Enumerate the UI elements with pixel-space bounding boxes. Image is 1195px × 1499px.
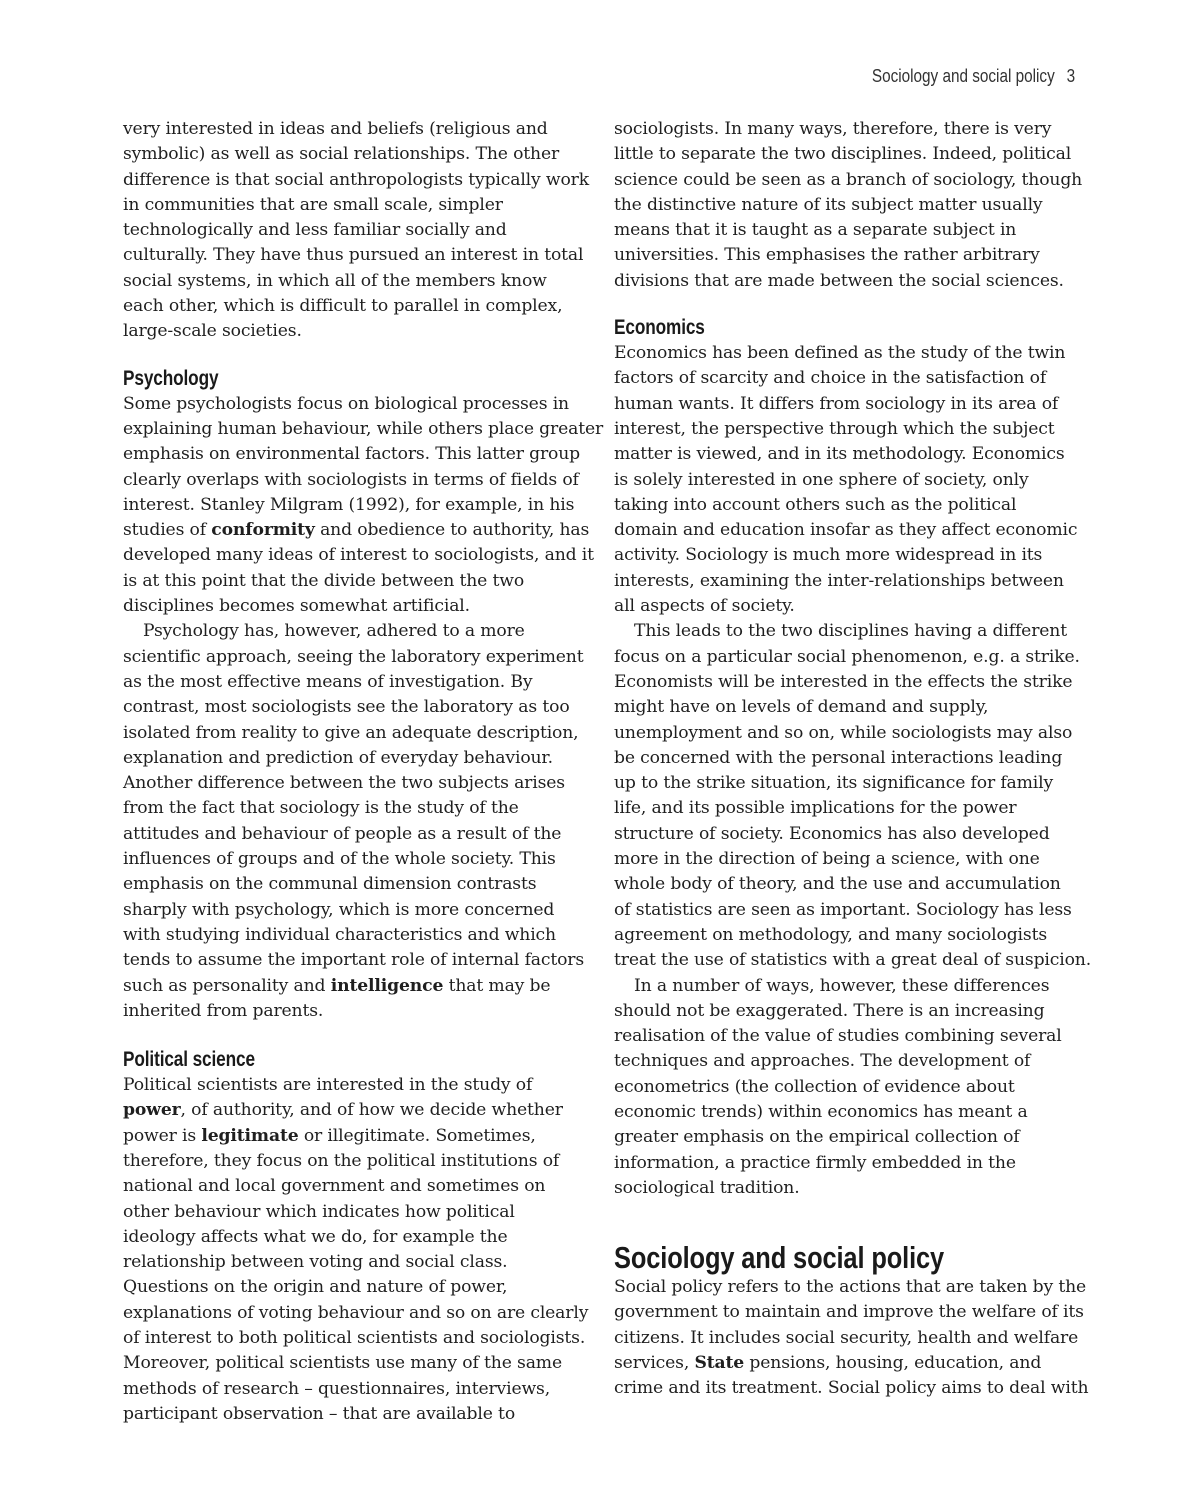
keyword-intelligence: intelligence [330, 975, 444, 996]
text-line: attitudes and behaviour of people as a result of the [123, 823, 562, 844]
text-line: economic trends) within economics has meant a [614, 1101, 1028, 1122]
text-line: in communities that are small scale, simpler [123, 194, 503, 215]
text-line: interest. Stanley Milgram (1992), for example, in his [123, 494, 575, 515]
text-line: greater emphasis on the empirical collection of [614, 1127, 1020, 1148]
economics-paragraph-1 [614, 341, 1076, 619]
text-line: econometrics (the collection of evidence about [614, 1076, 1015, 1097]
page-number: 3 [1066, 66, 1075, 86]
text-line: crime and its treatment. Social policy aims to deal with [614, 1378, 1089, 1399]
text-line: of interest to both political scientists and sociologists. [123, 1328, 586, 1349]
text-run: such as personality and [123, 975, 331, 996]
psychology-paragraph-1 [123, 392, 604, 620]
political-science-heading: Political science [123, 1048, 255, 1072]
text-line: developed many ideas of interest to sociologists, and it [123, 545, 594, 566]
text-line: In a number of ways, however, these differences [634, 975, 1050, 996]
text-line [123, 974, 585, 999]
text-line: government to maintain and improve the welfare of its [614, 1302, 1084, 1323]
text-line: techniques and approaches. The development of [614, 1051, 1031, 1072]
political-science-continuation [614, 117, 1083, 294]
text-line: explanation and prediction of everyday behaviour. [123, 747, 553, 768]
text-line: Social policy refers to the actions that are taken by the [614, 1277, 1087, 1298]
text-line [123, 1124, 585, 1149]
text-line: all aspects of society. [614, 596, 795, 617]
text-line: interests, examining the inter-relationships between [614, 570, 1064, 591]
text-line: This leads to the two disciplines having a different [634, 621, 1067, 642]
text-line: participant observation – that are available to [123, 1403, 516, 1424]
text-line: influences of groups and of the whole society. This [123, 849, 556, 870]
text-line: up to the strike situation, its significance for family [614, 773, 1054, 794]
text-line: culturally. They have thus pursued an interest in total [123, 245, 584, 266]
text-line: life, and its possible implications for the power [614, 798, 1017, 819]
text-line: emphasis on the communal dimension contrasts [123, 874, 537, 895]
text-line: whole body of theory, and the use and accumulation [614, 874, 1061, 895]
economics-heading: Economics [614, 316, 705, 340]
text-run: services, [614, 1353, 695, 1374]
text-line: as the most effective means of investigation. By [123, 671, 533, 692]
text-line: Moreover, political scientists use many of the same [123, 1353, 562, 1374]
text-run: and obedience to authority, has [314, 520, 590, 541]
running-header [872, 66, 1075, 87]
text-line: is solely interested in one sphere of society, only [614, 469, 1029, 490]
text-line: sociological tradition. [614, 1177, 800, 1198]
text-line: difference is that social anthropologists typically work [123, 169, 589, 190]
economics-paragraph-3 [614, 974, 1076, 1202]
text-line: science could be seen as a branch of sociology, though [614, 169, 1083, 190]
text-line: matter is viewed, and in its methodology. Economics [614, 444, 1065, 465]
text-line: clearly overlaps with sociologists in terms of fields of [123, 469, 579, 490]
text-line: Another difference between the two subjects arises [123, 773, 565, 794]
text-line: domain and education insofar as they affect economic [614, 520, 1078, 541]
text-line: explaining human behaviour, while others place greater [123, 418, 604, 439]
text-line: contrast, most sociologists see the laboratory as too [123, 697, 570, 718]
text-line: treat the use of statistics with a great deal of suspicion. [614, 950, 1092, 971]
text-line: sharply with psychology, which is more concerned [123, 899, 555, 920]
social-policy-paragraph [614, 1275, 1089, 1401]
text-run: studies of [123, 520, 212, 541]
text-line: with studying individual characteristics and which [123, 924, 556, 945]
political-science-paragraph [123, 1073, 589, 1427]
text-line: structure of society. Economics has also developed [614, 823, 1050, 844]
text-line: sociologists. In many ways, therefore, there is very [614, 119, 1052, 139]
text-line [123, 1098, 585, 1123]
text-line: the distinctive nature of its subject matter usually [614, 194, 1043, 215]
text-line: Psychology has, however, adhered to a more [143, 621, 525, 642]
text-line: more in the direction of being a science, with one [614, 849, 1040, 870]
text-line: of statistics are seen as important. Sociology has less [614, 899, 1072, 920]
section-heading: Sociology and social policy [614, 1240, 945, 1276]
text-line: Questions on the origin and nature of power, [123, 1277, 508, 1298]
text-line: explanations of voting behaviour and so on are clearly [123, 1302, 589, 1323]
text-line: emphasis on environmental factors. This latter group [123, 444, 581, 465]
text-line: universities. This emphasises the rather arbitrary [614, 245, 1040, 266]
text-line: be concerned with the personal interactions leading [614, 747, 1063, 768]
text-line: Some psychologists focus on biological processes in [123, 393, 569, 414]
anthropology-paragraph [123, 117, 589, 345]
text-line: realisation of the value of studies combining several [614, 1026, 1062, 1047]
text-line: factors of scarcity and choice in the satisfaction of [614, 368, 1047, 389]
text-line: each other, which is difficult to parallel in complex, [123, 296, 563, 317]
text-line: might have on levels of demand and supply, [614, 697, 989, 718]
keyword-legitimate: legitimate [201, 1125, 299, 1146]
text-line: methods of research – questionnaires, interviews, [123, 1378, 551, 1399]
text-line: ideology affects what we do, for example the [123, 1226, 508, 1247]
text-line [123, 518, 590, 543]
text-line: divisions that are made between the social sciences. [614, 270, 1064, 291]
text-line: interest, the perspective through which the subject [614, 418, 1055, 439]
economics-paragraph-2 [614, 619, 1092, 973]
text-run: , of authority, and of how we decide whether [180, 1100, 563, 1121]
left-column [123, 117, 604, 1427]
text-line [614, 1351, 1076, 1376]
text-line: scientific approach, seeing the laboratory experiment [123, 646, 584, 667]
text-line: taking into account others such as the political [614, 494, 1017, 515]
text-line: disciplines becomes somewhat artificial. [123, 596, 470, 617]
psychology-paragraph-2 [123, 619, 585, 1024]
keyword-state: State [694, 1353, 745, 1374]
text-run: that may be [443, 975, 551, 996]
text-line: citizens. It includes social security, health and welfare [614, 1327, 1079, 1348]
text-line: focus on a particular social phenomenon, e.g. a strike. [614, 646, 1080, 667]
text-run: power is [123, 1125, 202, 1146]
text-line: is at this point that the divide between the two [123, 570, 525, 591]
text-line: little to separate the two disciplines. Indeed, political [614, 144, 1072, 165]
text-run: or illegitimate. Sometimes, [298, 1125, 536, 1146]
text-line: activity. Sociology is much more widespread in its [614, 545, 1043, 566]
psychology-heading: Psychology [123, 366, 219, 390]
text-line: should not be exaggerated. There is an increasing [614, 1000, 1045, 1021]
keyword-power: power [123, 1100, 181, 1121]
text-line: national and local government and sometimes on [123, 1176, 546, 1197]
running-header-title: Sociology and social policy [871, 66, 1055, 86]
text-line: Economists will be interested in the effects the strike [614, 671, 1073, 692]
text-line: relationship between voting and social class. [123, 1252, 508, 1273]
right-column [614, 117, 1092, 1402]
keyword-conformity: conformity [211, 520, 315, 541]
text-line: technologically and less familiar socially and [123, 220, 507, 241]
text-line: agreement on methodology, and many sociologists [614, 924, 1047, 945]
text-line: unemployment and so on, while sociologists may also [614, 722, 1073, 743]
text-line: inherited from parents. [123, 1000, 324, 1021]
text-line: Political scientists are interested in the study of [123, 1075, 533, 1096]
text-line: isolated from reality to give an adequate description, [123, 722, 579, 743]
text-run: pensions, housing, education, and [744, 1353, 1042, 1374]
text-line: tends to assume the important role of internal factors [123, 950, 585, 971]
text-line: large-scale societies. [123, 321, 302, 342]
text-line: Economics has been defined as the study of the twin [614, 343, 1066, 364]
text-line: means that it is taught as a separate subject in [614, 220, 1017, 241]
text-line: therefore, they focus on the political institutions of [123, 1150, 560, 1171]
text-line: symbolic) as well as social relationships. The other [123, 144, 560, 165]
text-line: other behaviour which indicates how political [123, 1201, 515, 1222]
text-line: from the fact that sociology is the study of the [123, 798, 519, 819]
text-line: very interested in ideas and beliefs (religious and [123, 119, 548, 139]
text-line: social systems, in which all of the members know [123, 270, 547, 291]
text-line: information, a practice firmly embedded in the [614, 1152, 1016, 1173]
text-line: human wants. It differs from sociology in its area of [614, 393, 1059, 414]
